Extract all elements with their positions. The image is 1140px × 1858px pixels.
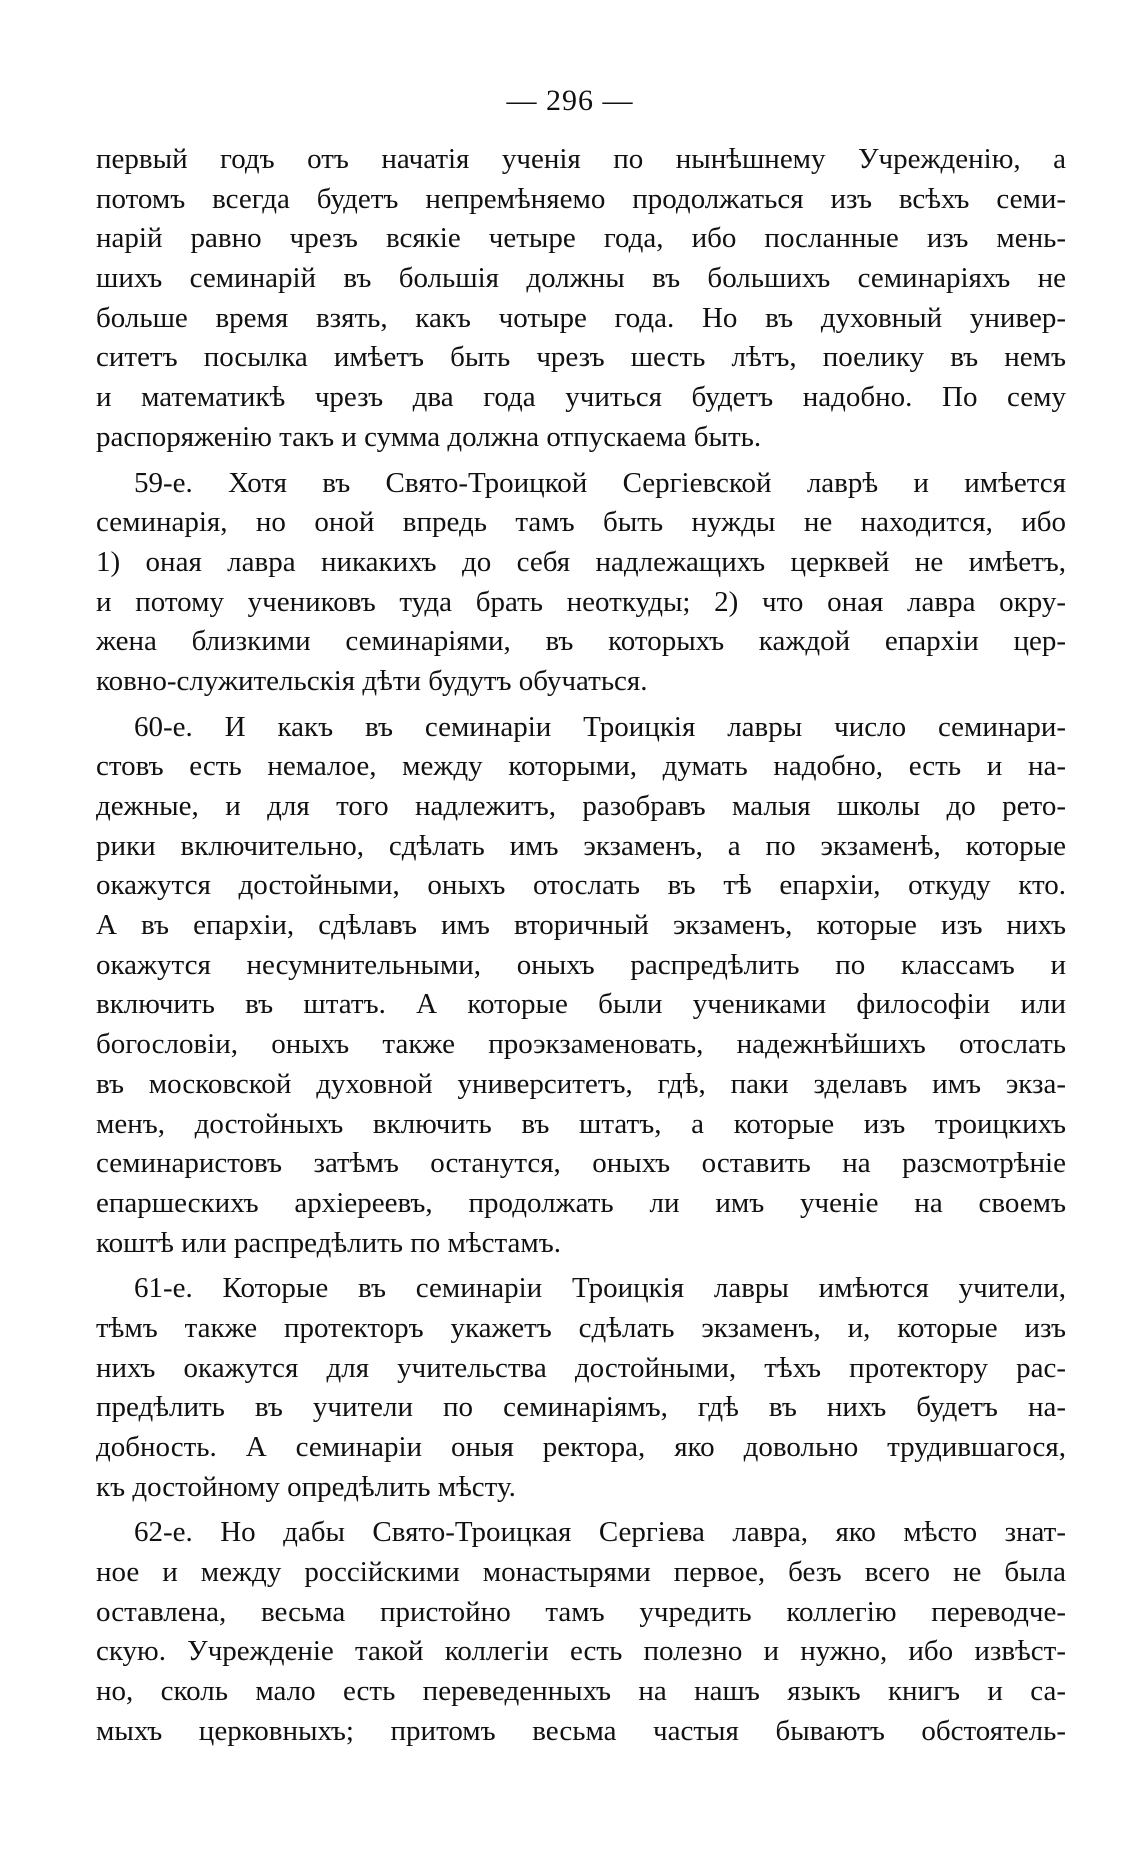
text-line: тѣмъ также протекторъ укажетъ сдѣлать экзаменъ, и, которые изъ xyxy=(96,1311,1066,1344)
text-line: потомъ всегда будетъ непремѣняемо продолжаться изъ всѣхъ семи- xyxy=(96,182,1066,215)
paragraph xyxy=(96,1269,1066,1507)
text-line: оставлена, весьма пристойно тамъ учредить коллегію переводче- xyxy=(96,1595,1066,1628)
text-line: окажутся достойными, оныхъ отослать въ тѣ епархіи, откуду кто. xyxy=(96,869,1066,902)
text-line: дежные, и для того надлежитъ, разобравъ малыя школы до рето- xyxy=(96,790,1066,822)
text-line: нихъ окажутся для учительства достойными, тѣхъ протектору рас- xyxy=(96,1351,1066,1384)
text-line: жена близкими семинаріями, въ которыхъ каждой епархіи цер- xyxy=(96,625,1066,658)
text-line: стовъ есть немалое, между которыми, думать надобно, есть и на- xyxy=(96,750,1066,783)
text-line: въ московской духовной университетъ, гдѣ, паки зделавъ имъ экза- xyxy=(96,1067,1066,1100)
text-line: ковно-служительскія дѣти будутъ обучаться. xyxy=(96,664,648,697)
text-line: предѣлить въ учители по семинаріямъ, гдѣ въ нихъ будетъ на- xyxy=(96,1391,1066,1424)
text-line: включить въ штатъ. А которые были учениками философіи или xyxy=(96,988,1066,1021)
text-line: окажутся несумнительными, оныхъ распредѣлить по классамъ и xyxy=(96,948,1066,981)
page-number: — 296 — xyxy=(506,84,634,117)
text-line: шихъ семинарій въ большія должны въ большихъ семинаріяхъ не xyxy=(96,262,1066,295)
text-line: но, сколь мало есть переведенныхъ на нашъ языкъ книгъ и са- xyxy=(96,1675,1066,1708)
text-line: добность. А семинаріи оныя ректора, яко довольно трудившагося, xyxy=(96,1431,1066,1463)
paragraph xyxy=(96,1513,1066,1751)
text-line: 62-е. Но дабы Свято-Троицкая Сергіева лавра, яко мѣсто знат- xyxy=(134,1516,1066,1549)
text-line: семинаристовъ затѣмъ останутся, оныхъ оставить на разсмотрѣніе xyxy=(96,1147,1066,1180)
text-line: и математикѣ чрезъ два года учиться будетъ надобно. По сему xyxy=(96,381,1066,414)
text-line: 59-е. Хотя въ Свято-Троицкой Сергіевской лаврѣ и имѣется xyxy=(134,466,1066,499)
text-line: 61-е. Которые въ семинаріи Троицкія лавры имѣются учители, xyxy=(134,1272,1066,1305)
body-text xyxy=(96,140,1066,1752)
text-line: менъ, достойныхъ включить въ штатъ, а которые изъ троицкихъ xyxy=(96,1107,1066,1140)
text-line: рики включительно, сдѣлать имъ экзаменъ, а по экзаменѣ, которые xyxy=(96,829,1066,862)
text-line: А въ епархіи, сдѣлавъ имъ вторичный экзаменъ, которые изъ нихъ xyxy=(96,909,1066,942)
text-line: коштѣ или распредѣлить по мѣстамъ. xyxy=(96,1226,562,1259)
text-line: мыхъ церковныхъ; притомъ весьма частыя бываютъ обстоятель- xyxy=(96,1714,1066,1747)
text-line: скую. Учрежденіе такой коллегіи есть полезно и нужно, ибо извѣст- xyxy=(96,1635,1066,1668)
text-line: богословіи, оныхъ также проэкзаменовать, надежнѣйшихъ отослать xyxy=(96,1028,1066,1061)
paragraph xyxy=(96,464,1066,702)
text-line: 60-е. И какъ въ семинаріи Троицкія лавры число семинари- xyxy=(134,710,1066,743)
text-line: ситетъ посылка имѣетъ быть чрезъ шесть лѣтъ, поелику въ немъ xyxy=(96,341,1066,374)
text-line: нарій равно чрезъ всякіе четыре года, ибо посланные изъ мень- xyxy=(96,222,1066,255)
text-line: ное и между россійскими монастырями первое, безъ всего не была xyxy=(96,1556,1066,1589)
paragraph xyxy=(96,708,1066,1264)
text-line: первый годъ отъ начатія ученія по нынѣшнему Учрежденію, а xyxy=(96,143,1066,175)
text-line: распоряженію такъ и сумма должна отпускаема быть. xyxy=(96,420,762,453)
text-line: къ достойному опредѣлить мѣсту. xyxy=(96,1470,516,1503)
text-line: епаршескихъ архіереевъ, продолжать ли имъ ученіе на своемъ xyxy=(96,1186,1066,1219)
text-line: семинарія, но оной впредь тамъ быть нужды не находится, ибо xyxy=(96,506,1066,539)
text-line: и потому учениковъ туда брать неоткуды; 2) что оная лавра окру- xyxy=(96,585,1066,618)
text-line: 1) оная лавра никакихъ до себя надлежащихъ церквей не имѣетъ, xyxy=(96,545,1066,578)
paragraph xyxy=(96,140,1066,458)
text-line: больше время взять, какъ чотыре года. Но въ духовный универ- xyxy=(96,301,1066,334)
